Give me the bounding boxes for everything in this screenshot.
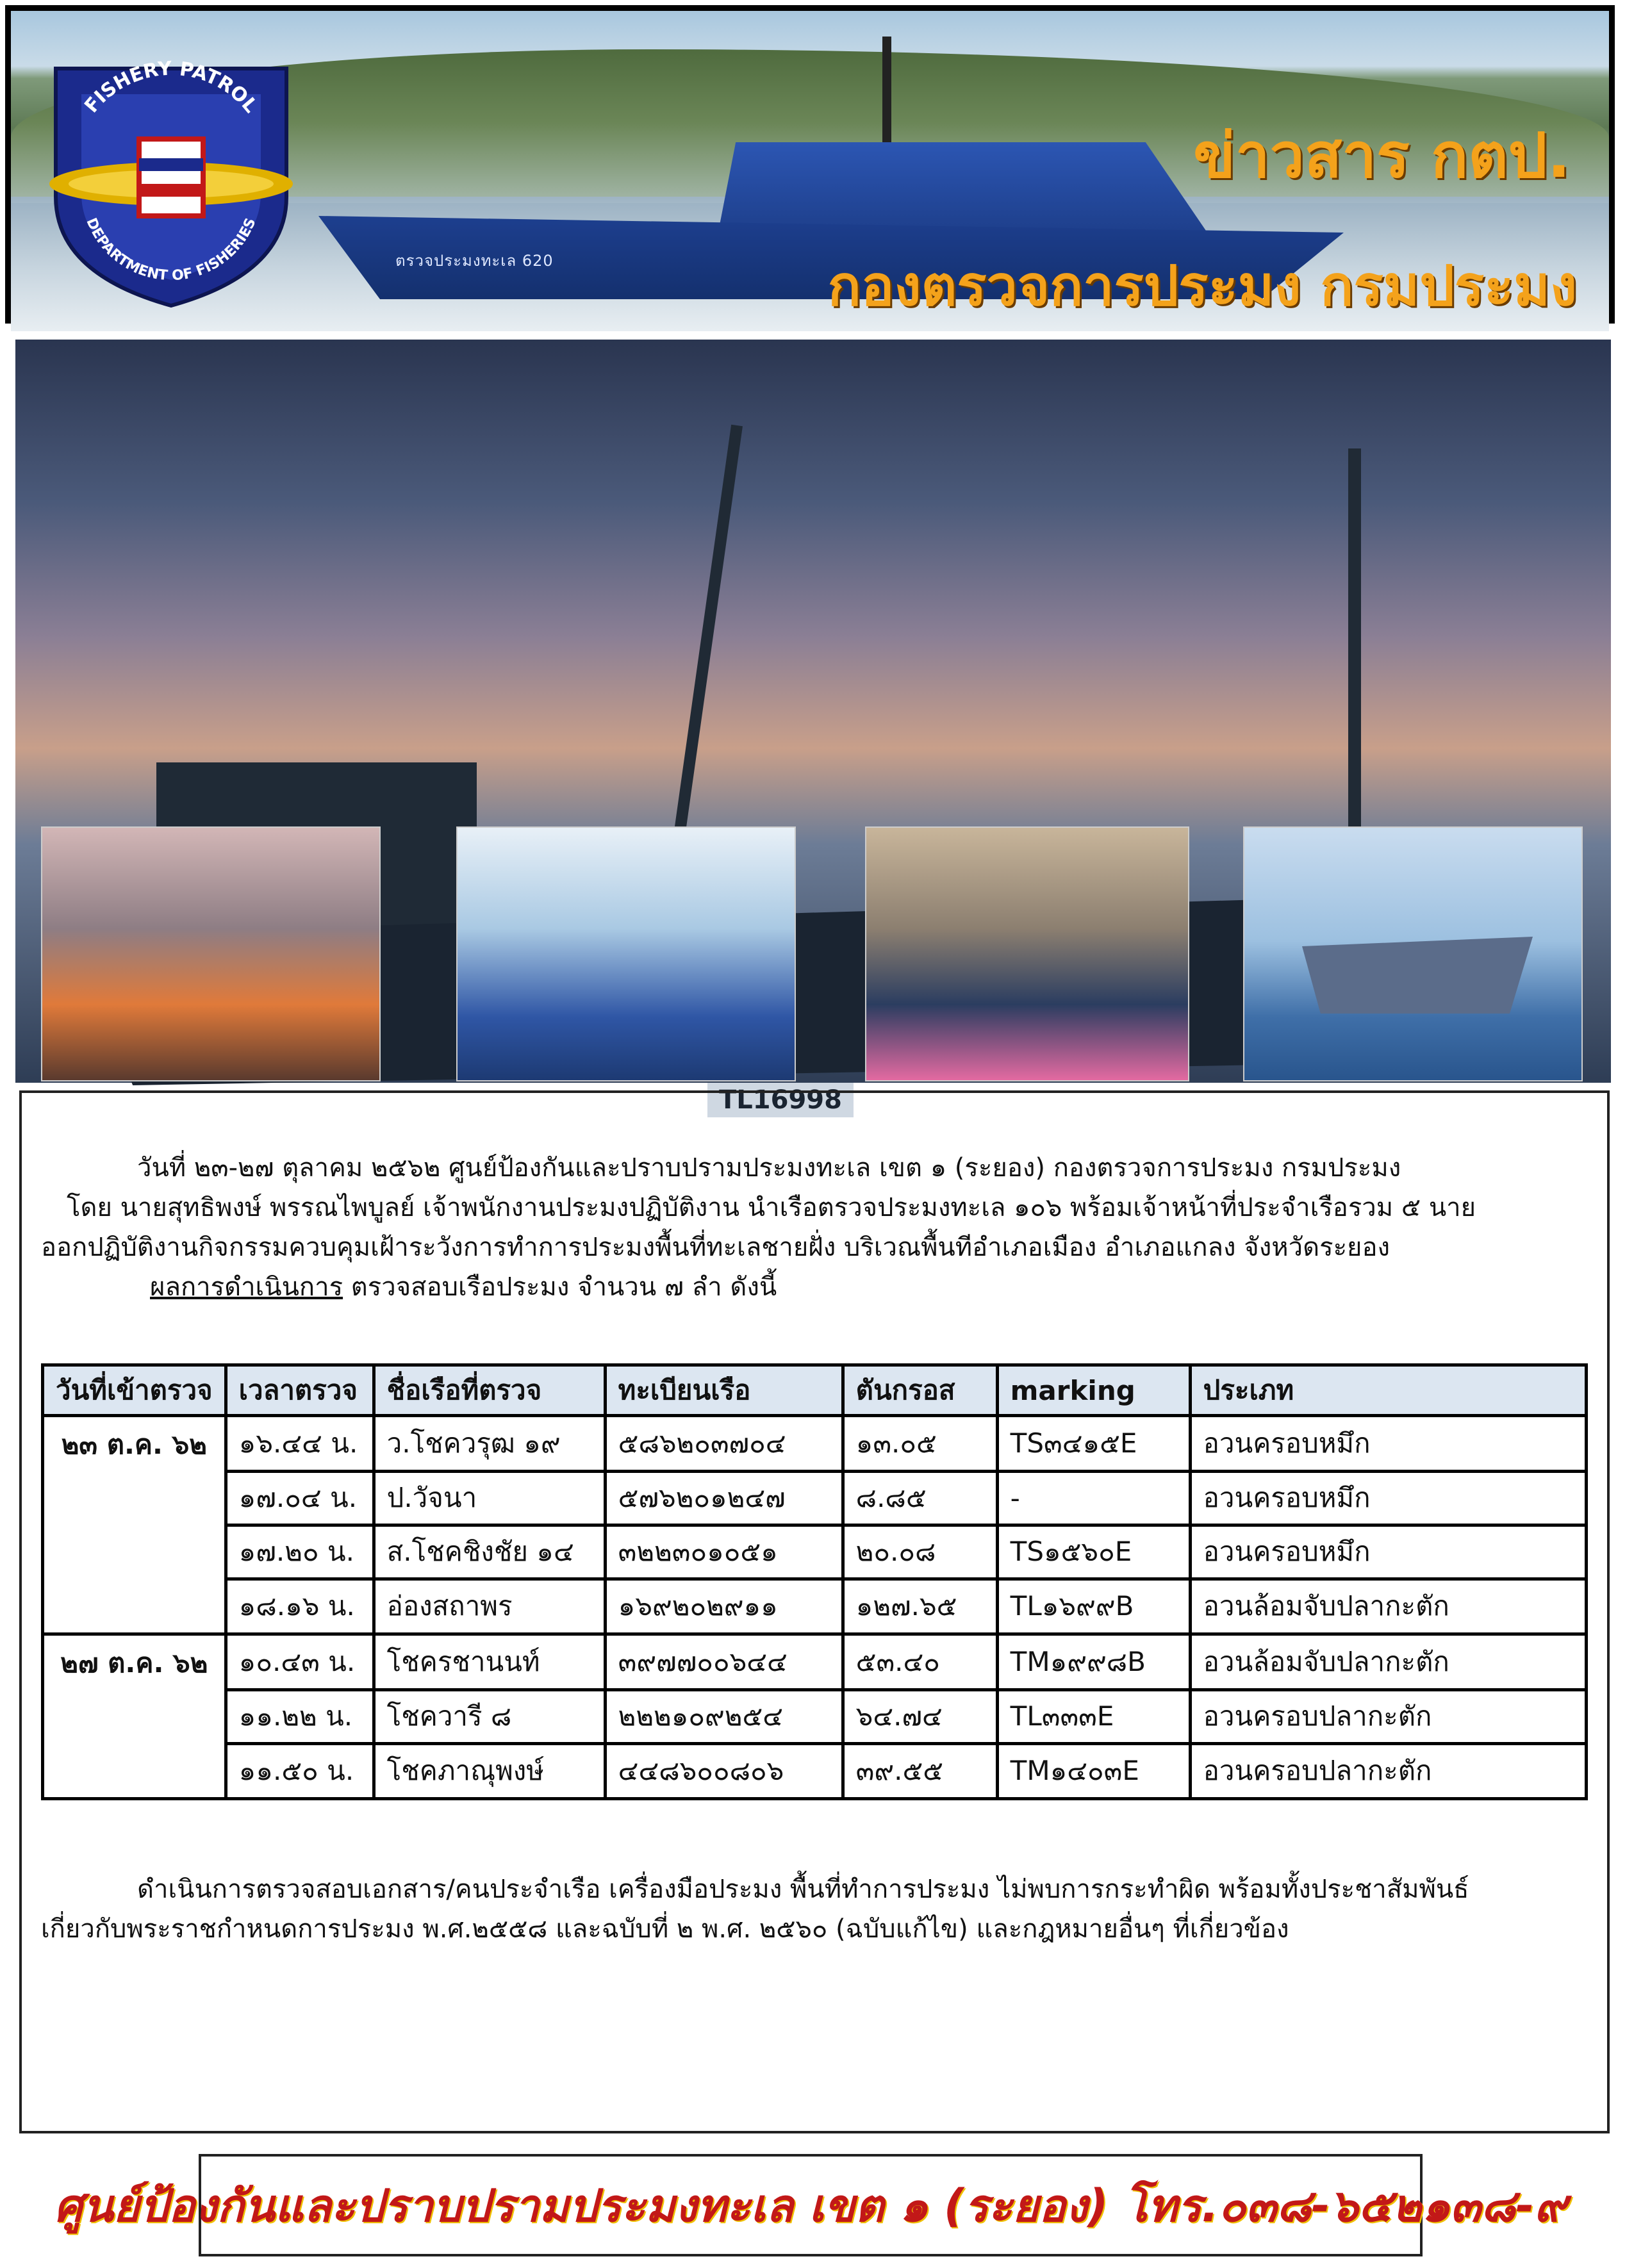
photo-officers-on-deck [456, 826, 796, 1081]
fishery-patrol-logo [37, 43, 306, 312]
cell-time: ๑๑.๒๒ น. [226, 1689, 374, 1743]
report-paragraph-3: ออกปฏิบัติงานกิจกรรมควบคุมเฝ้าระวังการทำการประมงพื้นที่ทะเลชายฝั่ง บริเวณพื้นทีอำเภอเมือง อำเภอแกลง จังหวัดระยอง [41, 1233, 1391, 1262]
footer-contact-text: ศูนย์ป้องกันและปราบปรามประมงทะเล เขต ๑ (ระยอง) โทร.๐๓๘-๖๕๒๑๓๘-๙ [54, 2179, 1567, 2232]
cell-gross-ton: ๕๓.๔๐ [843, 1634, 997, 1690]
cell-registration: ๑๖๙๒๐๒๙๑๑ [605, 1579, 843, 1634]
table-row [43, 1743, 1587, 1799]
cell-time: ๑๐.๔๓ น. [226, 1634, 374, 1690]
cell-vessel-name: ป.วัจนา [374, 1471, 605, 1525]
table-row [43, 1471, 1587, 1525]
cell-gross-ton: ๒๐.๐๘ [843, 1525, 997, 1579]
patrol-boat-mast [882, 37, 891, 152]
cell-vessel-name: โชคภาณุพงษ์ [374, 1743, 605, 1799]
col-type: ประเภท [1190, 1365, 1586, 1416]
cell-registration: ๕๗๖๒๐๑๒๔๗ [605, 1471, 843, 1525]
cell-gross-ton: ๓๙.๕๕ [843, 1743, 997, 1799]
photo-fishing-boat-at-sea [1243, 826, 1583, 1081]
cell-type: อวนล้อมจับปลากะตัก [1190, 1579, 1586, 1634]
cell-time: ๑๘.๑๖ น. [226, 1579, 374, 1634]
table-row [43, 1634, 1587, 1690]
report-paragraph-1: วันที่ ๒๓-๒๗ ตุลาคม ๒๕๖๒ ศูนย์ป้องกันและปราบปรามประมงทะเล เขต ๑ (ระยอง) กองตรวจการประมง กรมประมง [137, 1153, 1401, 1183]
cell-registration: ๒๒๒๑๐๙๒๕๔ [605, 1689, 843, 1743]
report-content-box [19, 1090, 1610, 2133]
cell-vessel-name: อ่องสถาพร [374, 1579, 605, 1634]
results-summary: ตรวจสอบเรือประมง จำนวน ๗ ลำ ดังนี้ [343, 1272, 777, 1302]
cell-date [43, 1743, 226, 1799]
report-paragraph-6: เกี่ยวกับพระราชกำหนดการประมง พ.ศ.๒๕๕๘ และฉบับที่ ๒ พ.ศ. ๒๕๖๐ (ฉบับแก้ไข) และกฎหมายอื่นๆ ที่เกี่ยวข้อง [41, 1914, 1289, 1944]
svg-text:FISHERY PATROL: FISHERY PATROL [80, 57, 262, 118]
cell-date: ๒๓ ต.ค. ๖๒ [43, 1416, 226, 1472]
cell-vessel-name: โชครชานนท์ [374, 1634, 605, 1690]
banner-title: ข่าวสาร กตป. [1193, 120, 1571, 192]
cell-registration: ๓๒๒๓๐๑๐๕๑ [605, 1525, 843, 1579]
cell-time: ๑๗.๒๐ น. [226, 1525, 374, 1579]
table-row [43, 1416, 1587, 1472]
col-registration: ทะเบียนเรือ [605, 1365, 843, 1416]
header-banner [5, 5, 1615, 324]
cell-time: ๑๑.๕๐ น. [226, 1743, 374, 1799]
cell-date [43, 1471, 226, 1525]
cell-vessel-name: ว.โชควรุฒ ๑๙ [374, 1416, 605, 1472]
col-marking: marking [997, 1365, 1190, 1416]
cell-marking: TM๑๔๐๓E [997, 1743, 1190, 1799]
table-row [43, 1579, 1587, 1634]
cell-vessel-name: โชควารี ๘ [374, 1689, 605, 1743]
cell-time: ๑๖.๔๔ น. [226, 1416, 374, 1472]
col-gross-ton: ตันกรอส [843, 1365, 997, 1416]
small-fishing-boat [1302, 917, 1533, 1014]
svg-text:DEPARTMENT OF FISHERIES: DEPARTMENT OF FISHERIES [83, 215, 260, 284]
cell-marking: TL๑๖๙๙B [997, 1579, 1190, 1634]
table-row [43, 1525, 1587, 1579]
cell-type: อวนครอบหมึก [1190, 1471, 1586, 1525]
cell-marking: TS๓๔๑๕E [997, 1416, 1190, 1472]
cell-registration: ๓๙๗๗๐๐๖๔๔ [605, 1634, 843, 1690]
cell-gross-ton: ๖๔.๗๔ [843, 1689, 997, 1743]
vessel-registration-plate: TL16998 [707, 1083, 854, 1117]
cell-type: อวนครอบหมึก [1190, 1525, 1586, 1579]
cell-marking: TL๓๓๓E [997, 1689, 1190, 1743]
cell-registration: ๔๔๘๖๐๐๘๐๖ [605, 1743, 843, 1799]
report-paragraph-2: โดย นายสุทธิพงษ์ พรรณไพบูลย์ เจ้าพนักงานประมงปฏิบัติงาน นำเรือตรวจประมงทะเล ๑๐๖ พร้อมเจ้าหน้าที่ประจำเรือรวม ๕ นาย [67, 1193, 1476, 1222]
table-header-row [43, 1365, 1587, 1416]
cell-gross-ton: ๑๓.๐๕ [843, 1416, 997, 1472]
report-paragraph-5: ดำเนินการตรวจสอบเอกสาร/คนประจำเรือ เครื่องมือประมง พื้นที่ทำการประมง ไม่พบการกระทำผิด พร้อมทั้งประชาสัมพันธ์ [137, 1875, 1469, 1904]
cell-gross-ton: ๑๒๗.๖๕ [843, 1579, 997, 1634]
cell-type: อวนครอบปลากะตัก [1190, 1689, 1586, 1743]
report-paragraph-4 [150, 1267, 777, 1307]
banner-subtitle: กองตรวจการประมง กรมประมง [827, 254, 1577, 318]
cell-date: ๒๗ ต.ค. ๖๒ [43, 1634, 226, 1690]
cell-date [43, 1579, 226, 1634]
cell-type: อวนล้อมจับปลากะตัก [1190, 1634, 1586, 1690]
photo-document-inspection [865, 826, 1189, 1081]
cell-marking: TM๑๙๙๘B [997, 1634, 1190, 1690]
cell-vessel-name: ส.โชคชิงชัย ๑๔ [374, 1525, 605, 1579]
patrol-boat-hull-text: ตรวจประมงทะเล 620 [395, 252, 554, 270]
cell-marking: TS๑๕๖๐E [997, 1525, 1190, 1579]
cell-time: ๑๗.๐๔ น. [226, 1471, 374, 1525]
cell-date [43, 1689, 226, 1743]
footer-contact-box [54, 2154, 1567, 2256]
cell-date [43, 1525, 226, 1579]
cell-type: อวนครอบหมึก [1190, 1416, 1586, 1472]
cell-type: อวนครอบปลากะตัก [1190, 1743, 1586, 1799]
col-date: วันที่เข้าตรวจ [43, 1365, 226, 1416]
col-time: เวลาตรวจ [226, 1365, 374, 1416]
photo-officer-selfie [41, 826, 381, 1081]
inspection-table [41, 1363, 1588, 1800]
table-row [43, 1689, 1587, 1743]
results-heading: ผลการดำเนินการ [150, 1272, 343, 1302]
cell-marking: - [997, 1471, 1190, 1525]
col-vessel-name: ชื่อเรือที่ตรวจ [374, 1365, 605, 1416]
cell-registration: ๕๘๖๒๐๓๗๐๔ [605, 1416, 843, 1472]
cell-gross-ton: ๘.๘๕ [843, 1471, 997, 1525]
